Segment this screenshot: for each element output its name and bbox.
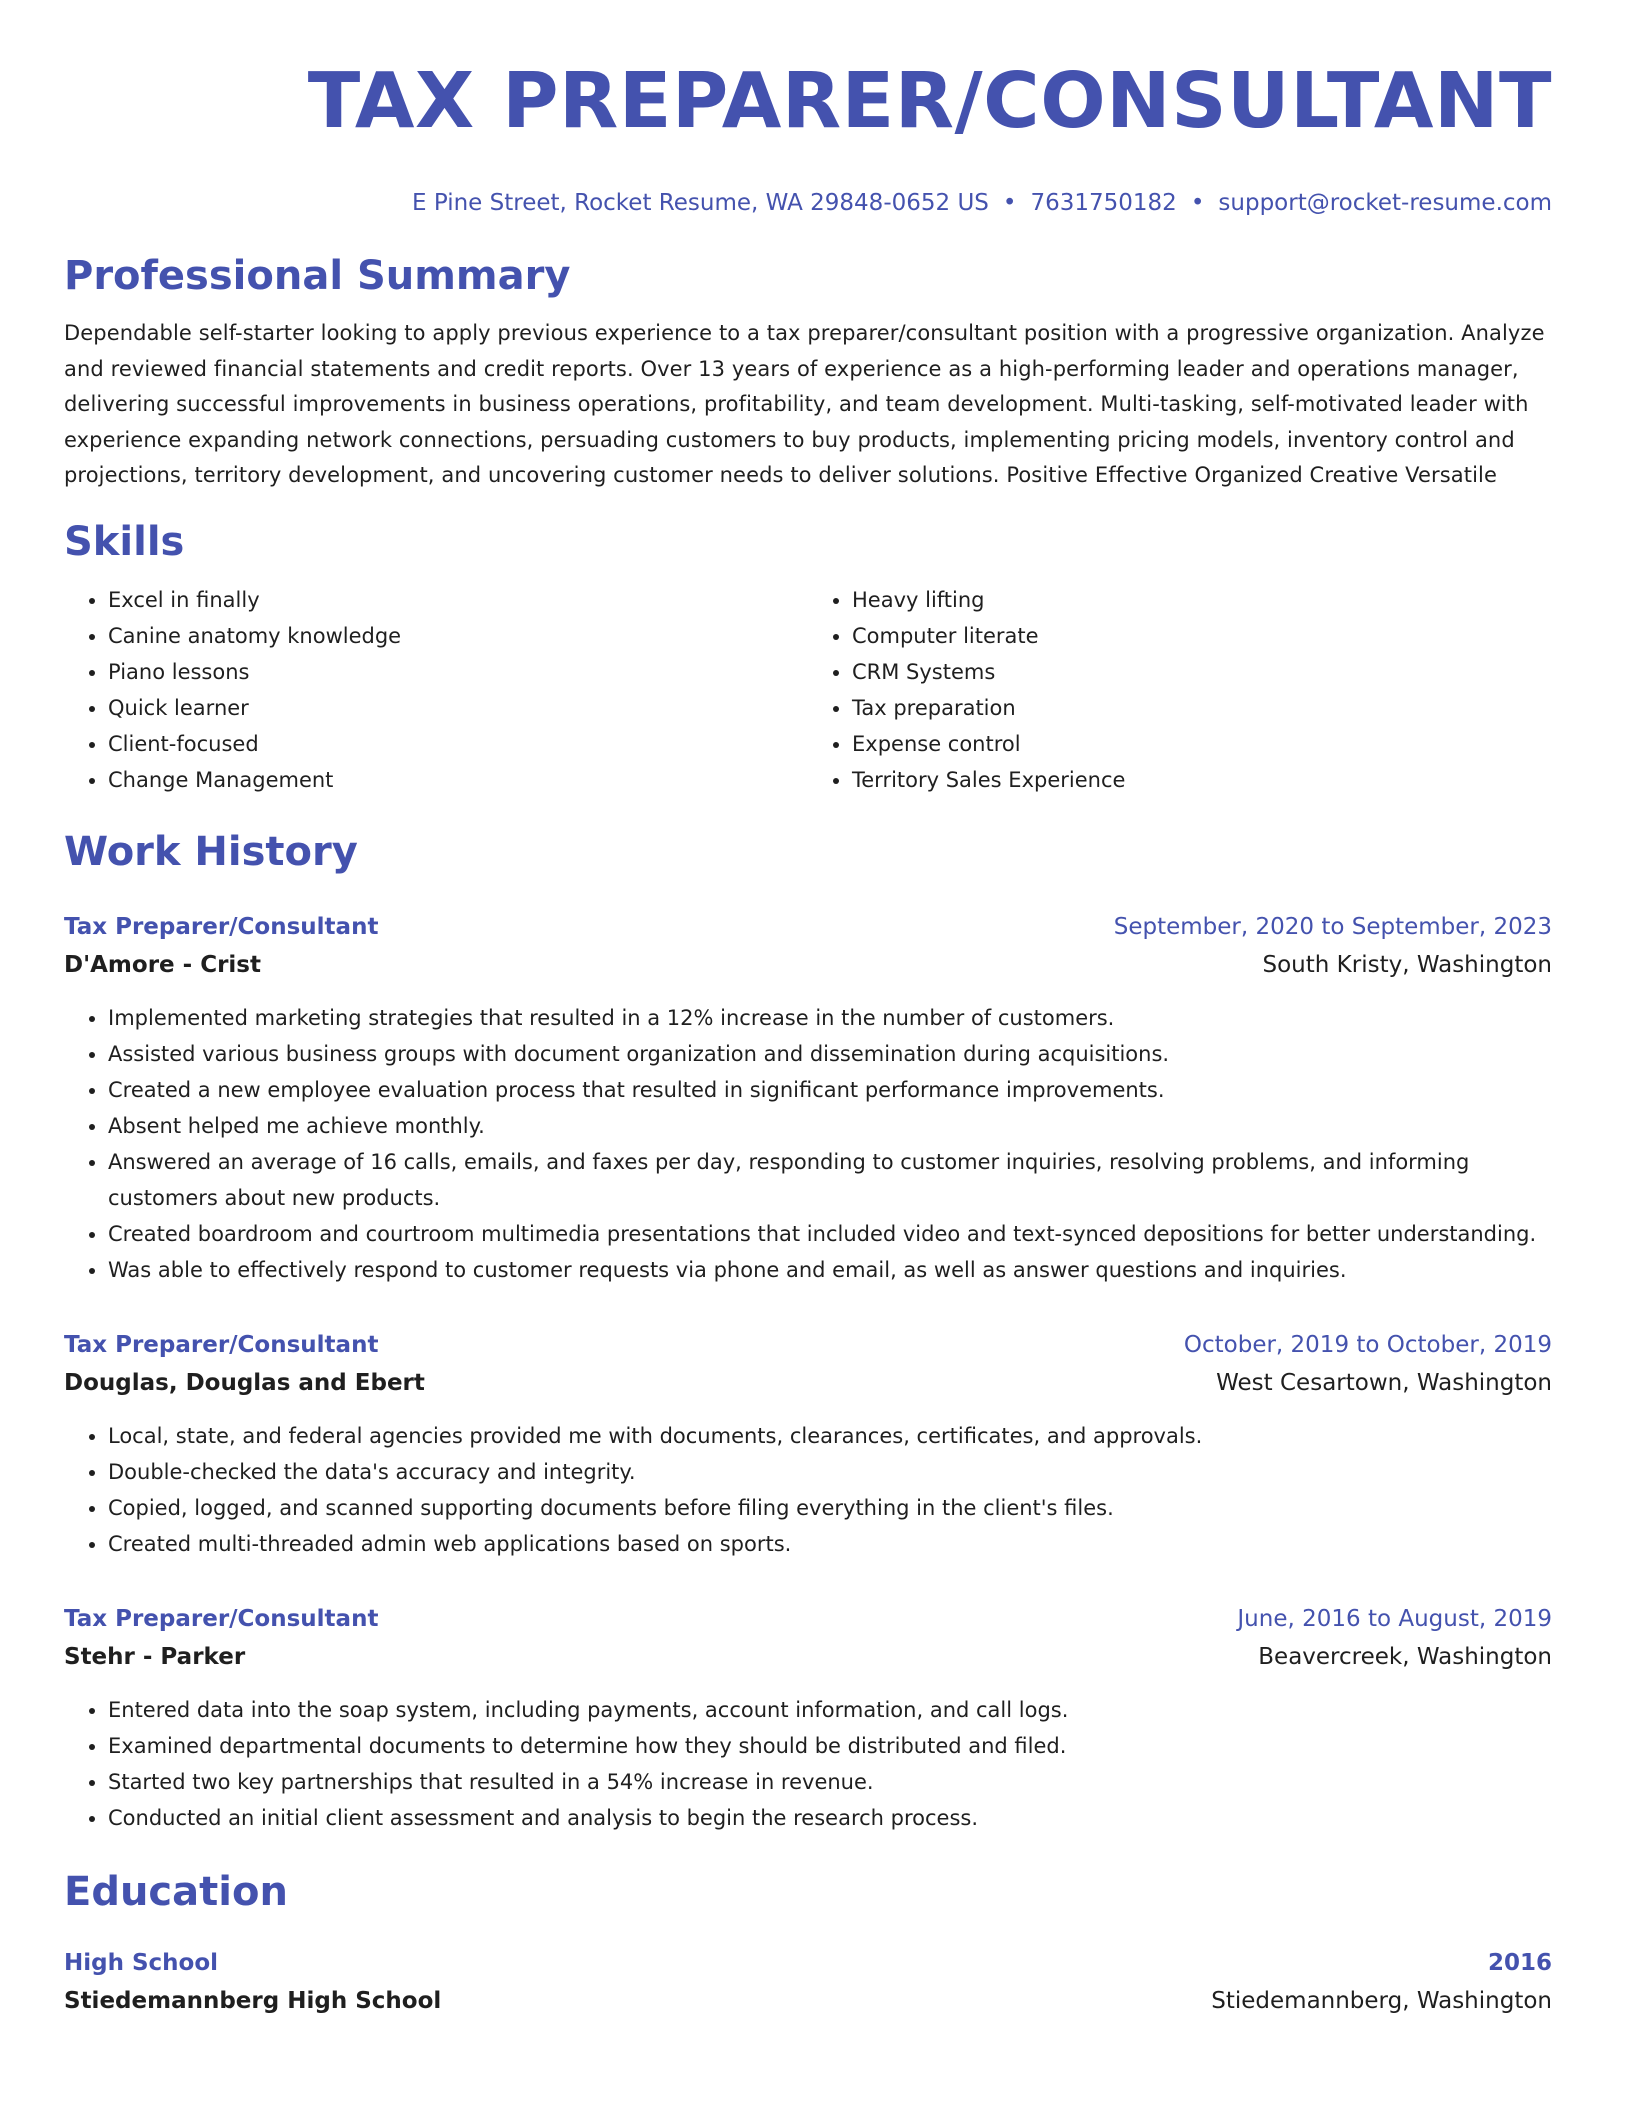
skill-item: • Piano lessons xyxy=(108,654,808,690)
job-bullet: • Created multi-threaded admin web applications based on sports. xyxy=(108,1526,1552,1562)
skill-item: • Excel in finally xyxy=(108,582,808,618)
skill-item: • Change Management xyxy=(108,762,808,798)
education-school: Stiedemannberg High School xyxy=(64,1987,442,2014)
contact-phone[interactable]: 7631750182 xyxy=(1030,190,1177,216)
job-company: D'Amore - Crist xyxy=(64,951,261,978)
skill-item: • Client-focused xyxy=(108,726,808,762)
contact-address: E Pine Street, Rocket Resume, WA 29848-0652 US xyxy=(412,190,989,216)
job-bullet: • Copied, logged, and scanned supporting documents before filing everything in the client's files. xyxy=(108,1490,1552,1526)
job-subheader xyxy=(64,946,1552,984)
skill-item: • CRM Systems xyxy=(852,654,1552,690)
education-year: 2016 xyxy=(1487,1949,1552,1976)
contact-line xyxy=(64,186,1552,220)
job-bullet: • Examined departmental documents to determine how they should be distributed and filed. xyxy=(108,1728,1552,1764)
skills-column-right xyxy=(808,582,1552,798)
skill-item: • Expense control xyxy=(852,726,1552,762)
section-title-education: Education xyxy=(64,1868,288,1915)
skill-item: • Canine anatomy knowledge xyxy=(108,618,808,654)
education-header xyxy=(64,1944,1552,1982)
job-location: Beavercreek, Washington xyxy=(1258,1643,1552,1670)
job-bullet: • Created boardroom and courtroom multimedia presentations that included video and text-synced depositions for better understanding. xyxy=(108,1216,1552,1252)
job-bullet: • Local, state, and federal agencies provided me with documents, clearances, certificates, and approvals. xyxy=(108,1418,1552,1454)
job-dates: September, 2020 to September, 2023 xyxy=(1113,913,1552,940)
education-entry xyxy=(64,1944,1552,2020)
job-company: Douglas, Douglas and Ebert xyxy=(64,1369,425,1396)
skill-item: • Computer literate xyxy=(852,618,1552,654)
contact-separator: • xyxy=(1190,190,1205,216)
job-entry xyxy=(64,1326,1552,1562)
summary-text: Dependable self-starter looking to apply previous experience to a tax preparer/consultant position with a progressive organization. Analyze and reviewed financial statements and credit reports. Over 13 years of experience as a high-performing leader and operations manager, delivering successful improvements in business operations, profitability, and team development. Multi-tasking, self-motivated leader with experience expanding network connections, persuading customers to buy products, implementing pricing models, inventory control and projections, territory development, and uncovering customer needs to deliver solutions. Positive Effective Organized Creative Versatile xyxy=(64,321,1545,488)
section-title-skills: Skills xyxy=(64,518,185,565)
skills-column-left xyxy=(64,582,808,798)
section-title-work-history: Work History xyxy=(64,828,358,875)
skill-item: • Tax preparation xyxy=(852,690,1552,726)
job-entry xyxy=(64,908,1552,1288)
section-title-summary: Professional Summary xyxy=(64,253,571,299)
job-subheader xyxy=(64,1364,1552,1402)
education-subheader xyxy=(64,1982,1552,2020)
contact-separator: • xyxy=(1002,190,1017,216)
job-title: Tax Preparer/Consultant xyxy=(64,913,379,940)
job-bullet: • Conducted an initial client assessment and analysis to begin the research process. xyxy=(108,1800,1552,1836)
job-location: West Cesartown, Washington xyxy=(1216,1369,1552,1396)
job-title: Tax Preparer/Consultant xyxy=(64,1331,379,1358)
education-degree: High School xyxy=(64,1949,219,1976)
job-bullet: • Implemented marketing strategies that resulted in a 12% increase in the number of customers. xyxy=(108,1000,1552,1036)
job-dates: June, 2016 to August, 2019 xyxy=(1237,1605,1552,1632)
job-title: Tax Preparer/Consultant xyxy=(64,1605,379,1632)
education-location: Stiedemannberg, Washington xyxy=(1211,1987,1552,2014)
skill-item: • Territory Sales Experience xyxy=(852,762,1552,798)
job-bullet: • Entered data into the soap system, including payments, account information, and call logs. xyxy=(108,1692,1552,1728)
job-bullet: • Double-checked the data's accuracy and integrity. xyxy=(108,1454,1552,1490)
job-dates: October, 2019 to October, 2019 xyxy=(1183,1331,1552,1358)
job-bullet: • Assisted various business groups with document organization and dissemination during acquisitions. xyxy=(108,1036,1552,1072)
job-company: Stehr - Parker xyxy=(64,1643,246,1670)
skill-item: • Heavy lifting xyxy=(852,582,1552,618)
contact-email[interactable]: support@rocket-resume.com xyxy=(1218,190,1552,216)
job-header xyxy=(64,908,1552,946)
skill-item: • Quick learner xyxy=(108,690,808,726)
job-bullets xyxy=(64,1692,1552,1836)
skills-list xyxy=(64,582,1552,798)
job-header xyxy=(64,1600,1552,1638)
job-bullet: • Absent helped me achieve monthly. xyxy=(108,1108,1552,1144)
job-bullet: • Started two key partnerships that resulted in a 54% increase in revenue. xyxy=(108,1764,1552,1800)
job-header xyxy=(64,1326,1552,1364)
resume-name-title: TAX PREPARER/CONSULTANT xyxy=(307,57,1552,146)
job-entry xyxy=(64,1600,1552,1836)
job-bullet: • Was able to effectively respond to customer requests via phone and email, as well as answer questions and inquiries. xyxy=(108,1252,1552,1288)
job-location: South Kristy, Washington xyxy=(1262,951,1552,978)
job-bullet: • Created a new employee evaluation process that resulted in significant performance improvements. xyxy=(108,1072,1552,1108)
job-bullets xyxy=(64,1000,1552,1288)
job-subheader xyxy=(64,1638,1552,1676)
job-bullets xyxy=(64,1418,1552,1562)
job-bullet: • Answered an average of 16 calls, emails, and faxes per day, responding to customer inquiries, resolving problems, and informing customers about new products. xyxy=(108,1144,1552,1216)
